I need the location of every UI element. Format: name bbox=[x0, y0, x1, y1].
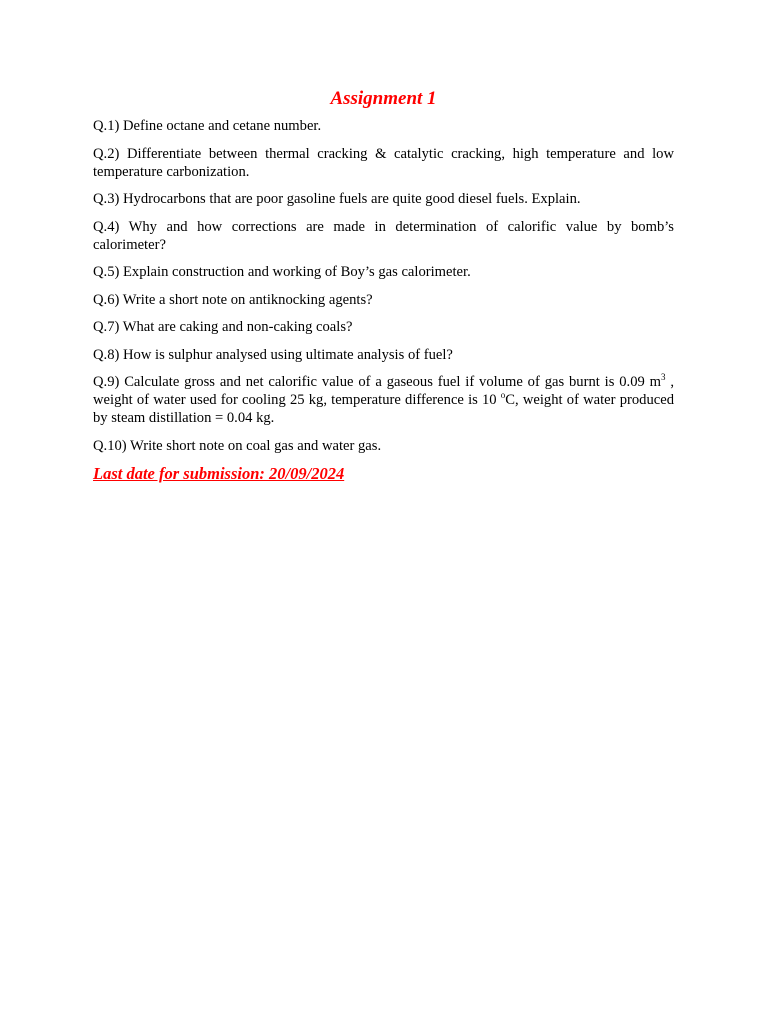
page-title: Assignment 1 bbox=[330, 88, 437, 109]
question-3: Q.3) Hydrocarbons that are poor gasoline fuels are quite good diesel fuels. Explain. bbox=[93, 191, 581, 207]
question-6: Q.6) Write a short note on antiknocking agents? bbox=[93, 291, 373, 308]
degree-superscript: o bbox=[500, 390, 506, 400]
question-1: Q.1) Define octane and cetane number. bbox=[93, 118, 322, 134]
question-5: Q.5) Explain construction and working of Boy’s gas calorimeter. bbox=[93, 264, 471, 280]
question-7: Q.7) What are caking and non-caking coals? bbox=[93, 319, 353, 335]
question-9-text-b: , weight of water used for cooling 25 kg, temperature difference is 10 bbox=[93, 374, 675, 408]
question-10: Q.10) Write short note on coal gas and water gas. bbox=[93, 437, 382, 454]
question-9-text-a: Q.9) Calculate gross and net calorific value of a gaseous fuel if volume of gas burnt is 0.09 m bbox=[93, 374, 661, 390]
question-9 bbox=[93, 373, 674, 427]
question-8: Q.8) How is sulphur analysed using ultimate analysis of fuel? bbox=[93, 346, 453, 363]
submission-deadline: Last date for submission: 20/09/2024 bbox=[93, 464, 345, 483]
superscript-cubed: 3 bbox=[661, 372, 666, 382]
assignment-page bbox=[93, 87, 674, 484]
question-9-text-c: C, weight of water produced by steam distillation = 0.04 kg. bbox=[93, 392, 675, 426]
question-4: Q.4) Why and how corrections are made in determination of calorific value by bomb’s calorimeter? bbox=[93, 218, 674, 253]
question-2: Q.2) Differentiate between thermal cracking & catalytic cracking, high temperature and low temperature carbonization. bbox=[93, 145, 674, 180]
